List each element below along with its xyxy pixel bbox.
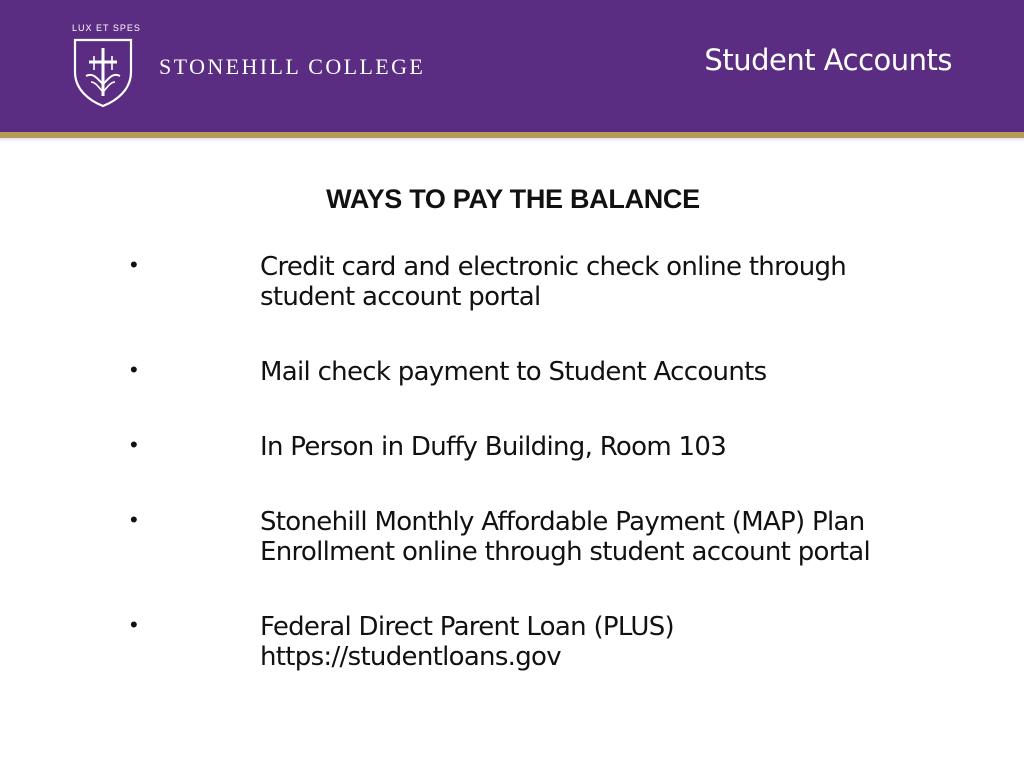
list-item-text: Mail check payment to Student Accounts xyxy=(260,357,767,387)
bullet: • xyxy=(130,357,138,382)
slide-title: WAYS TO PAY THE BALANCE xyxy=(326,184,700,214)
bullet: • xyxy=(130,432,138,457)
bullet: • xyxy=(130,252,138,277)
bullet: • xyxy=(130,507,138,532)
list-item-text: Credit card and electronic check online through student account portal xyxy=(260,252,847,312)
list-item-text: Federal Direct Parent Loan (PLUS) https://studentloans.gov xyxy=(260,612,940,672)
list-item-text: Stonehill Monthly Affordable Payment (MAP) Plan Enrollment online through student account portal xyxy=(260,507,870,567)
list-item-text: In Person in Duffy Building, Room 103 xyxy=(260,432,727,462)
header-bar xyxy=(0,0,1024,132)
college-motto: LUX ET SPES xyxy=(72,23,141,33)
stonehill-shield-icon xyxy=(72,38,134,108)
department-title: Student Accounts xyxy=(704,43,952,77)
header-shadow xyxy=(0,138,1024,142)
studentloans-link[interactable]: https://studentloans.gov xyxy=(260,642,561,672)
college-name: STONEHILL COLLEGE xyxy=(159,54,426,79)
bullet: • xyxy=(130,612,138,637)
